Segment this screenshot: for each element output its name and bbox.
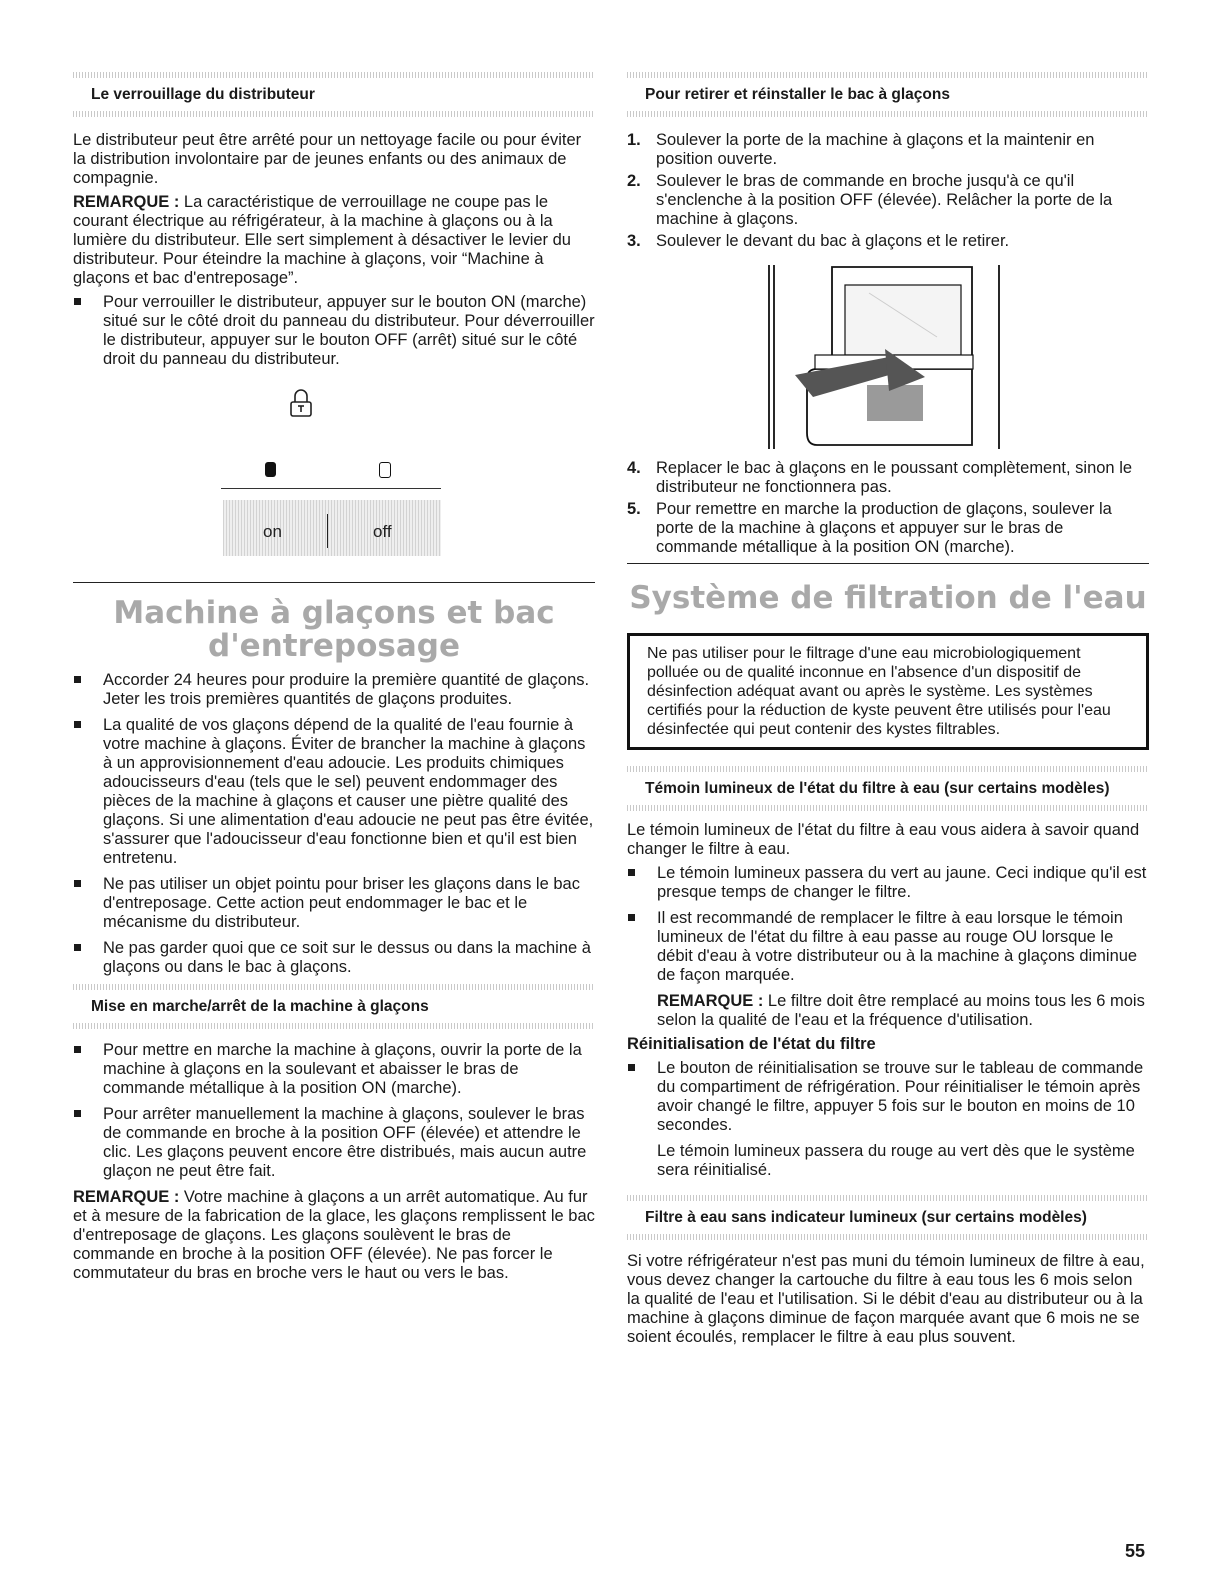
step-number: 5. (627, 500, 641, 518)
square-bullet-icon (74, 1046, 81, 1053)
indicator-heading: Témoin lumineux de l'état du filtre à eau (sur certains modèles) (627, 766, 1149, 811)
list-item-text: Ne pas utiliser un objet pointu pour briser les glaçons dans le bac d'entreposage. Cette action peut endommager le bac et le mécanisme du distributeur. (103, 875, 580, 931)
lock-paragraph: Le distributeur peut être arrêté pour un nettoyage facile ou pour éviter la distribution involontaire par de jeunes enfants ou des animaux de compagnie. (73, 131, 582, 187)
title-line-1: Machine à glaçons et bac (113, 595, 555, 631)
list-item-text: Le témoin lumineux passera du vert au jaune. Ceci indique qu'il est presque temps de changer le filtre. (657, 864, 1147, 901)
note-text: La caractéristique de verrouillage ne coupe pas le courant électrique au réfrigérateur, à la machine à glaçons ou à la lumière du distributeur. Elle sert simplement à désactiver le levier du distributeur. Pour éteindre la machine à glaçons, voir “Machine à glaçons et bac d'entreposage”. (73, 193, 571, 287)
list-item-text: La qualité de vos glaçons dépend de la qualité de l'eau fournie à votre machine à glaçons. Éviter de brancher la machine à glaçons à un approvisionnement d'eau adoucie. Les produits chimiques adoucisseurs d'eau (tels que le sel) peuvent endommager des pièces de la machine à glaçons et causer une piètre qualité des glaçons. Si une alimentation d'eau adoucie ne peut pas être évitée, s'assurer que l'adoucisseur d'eau fonctionne bien et qu'il est bien entretenu. (103, 716, 594, 867)
lock-note (73, 193, 595, 288)
reset-list (627, 1059, 1149, 1135)
reset-paragraph: Le témoin lumineux passera du rouge au vert dès que le système sera réinitialisé. (657, 1142, 1135, 1179)
bin-heading: Pour retirer et réinstaller le bac à glaçons (627, 72, 1149, 117)
list-item-text: Il est recommandé de remplacer le filtre à eau lorsque le témoin lumineux de l'état du filtre à eau passe au rouge OU lorsque le débit d'eau à votre distributeur ou à la machine à glaçons diminue de façon marquée. (657, 909, 1138, 984)
list-item (73, 1105, 595, 1181)
icemaker-title (73, 597, 595, 663)
warning-text: Ne pas utiliser pour le filtrage d'une eau microbiologiquement polluée ou de qualité inconnue en l'absence d'un dispositif de désinfection adéquat avant ou après le système. Les systèmes certifiés pour la réduction de kyste peuvent être utilisés pour l'eau désinfectée qui peut contenir des kystes filtrables. (647, 645, 1111, 738)
step-item (627, 131, 1149, 169)
step-text: Replacer le bac à glaçons en le poussant complètement, sinon le distributeur ne fonctionnera pas. (656, 459, 1133, 496)
square-bullet-icon (74, 298, 81, 305)
step-text: Soulever le bras de commande en broche jusqu'à ce qu'il s'enclenche à la position OFF (élevée). Relâcher la porte de la machine à glaçons. (656, 172, 1113, 228)
list-item-text: Ne pas garder quoi que ce soit sur le dessus ou dans la machine à glaçons ou dans le bac à glaçons. (103, 939, 591, 976)
indicator-paragraph: Le témoin lumineux de l'état du filtre à eau vous aidera à savoir quand changer le filtre à eau. (627, 821, 1140, 858)
dispenser-lock-illustration (73, 376, 595, 582)
bin-steps-continued (627, 459, 1149, 557)
list-item (627, 864, 1149, 902)
step-text: Pour remettre en marche la production de glaçons, soulever la porte de la machine à glaçons et appuyer sur le bras de commande métallique à la position ON (marche). (656, 500, 1112, 556)
list-item-text: Pour mettre en marche la machine à glaçons, ouvrir la porte de la machine à glaçons en la soulevant et abaisser le bras de commande métallique à la position ON (marche). (103, 1041, 582, 1097)
toggle-on-label[interactable]: on (263, 522, 282, 541)
step-text: Soulever la porte de la machine à glaçons et la maintenir en position ouverte. (656, 131, 1095, 168)
step-text: Soulever le devant du bac à glaçons et le retirer. (656, 232, 1010, 250)
list-item (627, 909, 1149, 985)
list-item (73, 875, 595, 932)
page-number: 55 (1124, 1541, 1145, 1561)
title-line-2: d'entreposage (208, 628, 460, 664)
right-column (627, 72, 1149, 1352)
ice-bin-illustration (627, 257, 1149, 457)
note-label: REMARQUE : (73, 1188, 180, 1206)
list-item (73, 293, 595, 369)
icemaker-list (73, 671, 595, 977)
step-number: 3. (627, 232, 641, 250)
indicator-note (627, 992, 1149, 1030)
list-item-text: Accorder 24 heures pour produire la première quantité de glaçons. Jeter les trois premières quantités de glaçons produites. (103, 671, 590, 708)
list-item (73, 939, 595, 977)
square-bullet-icon (628, 914, 635, 921)
lock-toggle[interactable] (223, 500, 441, 556)
square-bullet-icon (74, 944, 81, 951)
square-bullet-icon (628, 1064, 635, 1071)
square-bullet-icon (74, 721, 81, 728)
step-item (627, 459, 1149, 497)
note-text: Le filtre doit être remplacé au moins tous les 6 mois selon la qualité de l'eau et la fréquence d'utilisation. (657, 992, 1145, 1029)
left-column (73, 72, 595, 1288)
toggle-off-label[interactable]: off (373, 522, 392, 541)
lock-heading: Le verrouillage du distributeur (73, 72, 595, 117)
note-label: REMARQUE : (73, 193, 180, 211)
square-bullet-icon (74, 1110, 81, 1117)
onoff-heading: Mise en marche/arrêt de la machine à glaçons (73, 984, 595, 1029)
indicator-list (627, 864, 1149, 985)
step-number: 2. (627, 172, 641, 190)
square-bullet-icon (74, 880, 81, 887)
onoff-note (73, 1188, 595, 1283)
filtration-title: Système de filtration de l'eau (629, 580, 1147, 616)
unlocked-indicator-icon (379, 462, 391, 478)
locked-indicator-icon (265, 462, 276, 477)
square-bullet-icon (74, 676, 81, 683)
list-item-text: Le bouton de réinitialisation se trouve sur le tableau de commande du compartiment de réfrigération. Pour réinitialiser le témoin après avoir changé le filtre, appuyer 5 fois sur le bouton en moins de 10 secondes. (657, 1059, 1144, 1134)
no-indicator-heading: Filtre à eau sans indicateur lumineux (sur certains modèles) (627, 1195, 1149, 1240)
list-item-text: Pour arrêter manuellement la machine à glaçons, soulever le bras de commande en broche à la position OFF (élevée) et attendre le clic. Les glaçons peuvent encore être distribués, mais aucun autre glaçon ne peut être fait. (103, 1105, 587, 1180)
list-item (73, 716, 595, 868)
toggle-separator (327, 514, 328, 548)
no-indicator-paragraph: Si votre réfrigérateur n'est pas muni du témoin lumineux de filtre à eau, vous devez changer la cartouche du filtre à eau tous les 6 mois selon la qualité de l'eau et l'utilisation. Si le débit d'eau au distributeur ou à la machine à glaçons diminue de façon marquée avant que 6 mois ne se soient écoulés, remplacer le filtre à eau plus souvent. (627, 1252, 1145, 1346)
step-item (627, 172, 1149, 229)
square-bullet-icon (628, 869, 635, 876)
list-item (627, 1059, 1149, 1135)
toggle-divider (221, 488, 441, 489)
list-item (73, 671, 595, 709)
note-text: Votre machine à glaçons a un arrêt automatique. Au fur et à mesure de la fabrication de la glace, les glaçons remplissent le bac d'entreposage de glaçons. Les glaçons soulèvent le bras de commande en broche à la position OFF (élevée). Ne pas forcer le commutateur du bras en broche vers le haut ou vers le bas. (73, 1188, 595, 1282)
list-item-text: Pour verrouiller le distributeur, appuyer sur le bouton ON (marche) situé sur le côté droit du panneau du distributeur. Pour déverrouiller le distributeur, appuyer sur le bouton OFF (arrêt) situé sur le côté droit du panneau du distributeur. (103, 293, 595, 368)
step-item (627, 232, 1149, 251)
onoff-list (73, 1041, 595, 1181)
step-number: 4. (627, 459, 641, 477)
filtration-warning-box (627, 633, 1149, 750)
step-number: 1. (627, 131, 641, 149)
note-label: REMARQUE : (657, 992, 764, 1010)
bin-steps (627, 131, 1149, 251)
step-item (627, 500, 1149, 557)
reset-heading: Réinitialisation de l'état du filtre (627, 1035, 876, 1053)
list-item (73, 1041, 595, 1098)
padlock-icon (289, 388, 313, 418)
